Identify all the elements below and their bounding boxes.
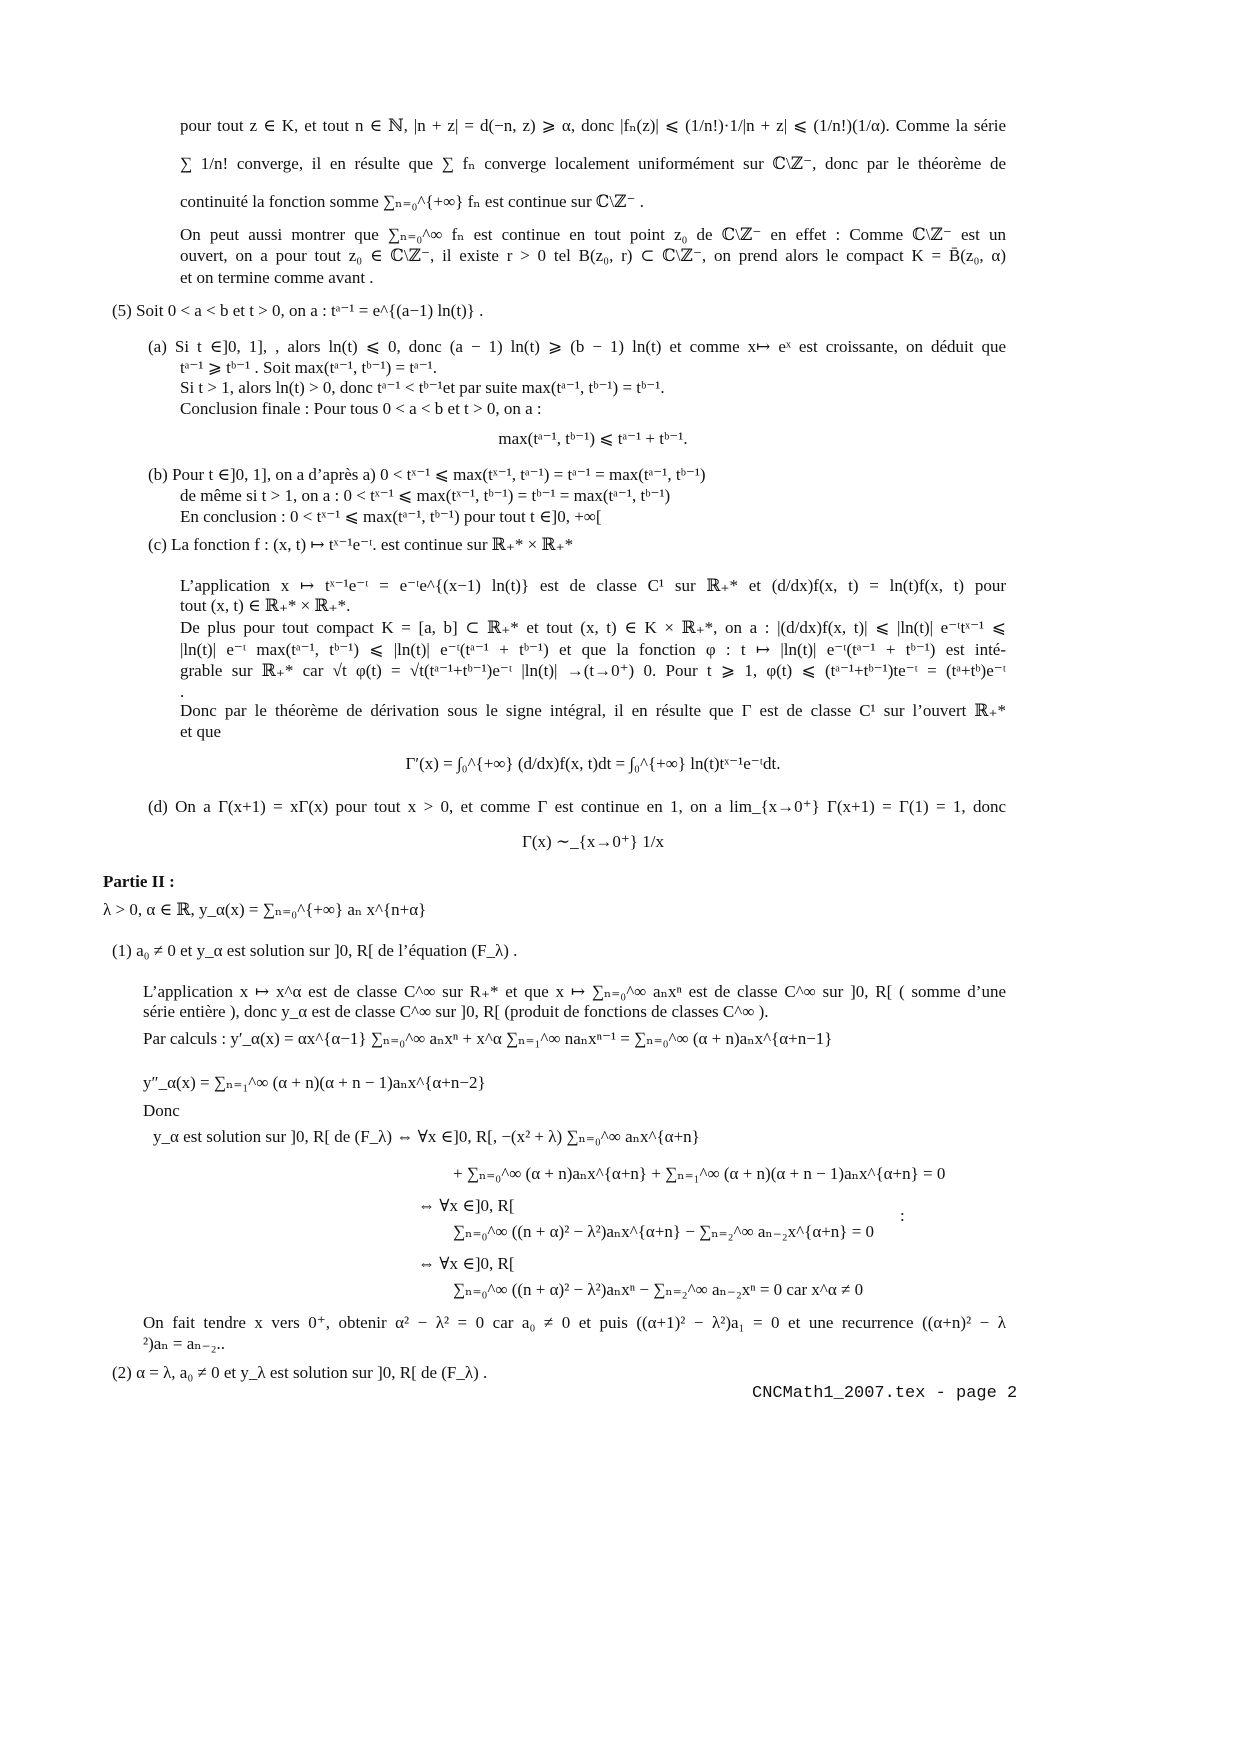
- q4-text-line-3: continuité la fonction somme ∑ₙ₌₀^{+∞} fₙ est continue sur ℂ\ℤ⁻ .: [180, 192, 644, 211]
- part2-heading: Partie II :: [103, 872, 175, 891]
- q4-text-line-4: On peut aussi montrer que ∑ₙ₌₀^∞ fₙ est continue en tout point z₀ de ℂ\ℤ⁻ en effet : Comme ℂ\ℤ⁻ est un: [180, 225, 1006, 244]
- q5b-line-3: En conclusion : 0 < tˣ⁻¹ ⩽ max(tᵃ⁻¹, tᵇ⁻¹) pour tout t ∈]0, +∞[: [180, 507, 602, 526]
- q5c-line-2: L’application x ↦ tˣ⁻¹e⁻ᵗ = e⁻ᵗe^{(x−1) ln(t)} est de classe C¹ sur ℝ₊* et (d/dx)f(x, t) = ln(t)f(x, t) pour: [180, 576, 1006, 595]
- q5c-line-6: grable sur ℝ₊* car √t φ(t) = √t(tᵃ⁻¹+tᵇ⁻¹)e⁻ᵗ |ln(t)| →(t→0⁺) 0. Pour t ⩾ 1, φ(t) ⩽ (tᵃ⁻¹+tᵇ⁻¹)te⁻ᵗ = (tᵃ+tᵇ)e⁻ᵗ: [180, 661, 1006, 680]
- part2-q1-line-7: ²)aₙ = aₙ₋₂..: [143, 1334, 226, 1353]
- part2-definition: λ > 0, α ∈ ℝ, y_α(x) = ∑ₙ₌₀^{+∞} aₙ x^{n+α}: [103, 900, 427, 919]
- part2-q1-equiv-2a: ⇔ ∀x ∈]0, R[: [418, 1196, 515, 1215]
- part2-q1-equiv-3b: ∑ₙ₌₀^∞ ((n + α)² − λ²)aₙxⁿ − ∑ₙ₌₂^∞ aₙ₋₂xⁿ = 0 car x^α ≠ 0: [453, 1280, 864, 1299]
- part2-q1-equiv-3a: ⇔ ∀x ∈]0, R[: [418, 1254, 515, 1273]
- page-footer: CNCMath1_2007.tex - page 2: [752, 1384, 1018, 1403]
- part2-q1-equiv-1b: + ∑ₙ₌₀^∞ (α + n)aₙx^{α+n} + ∑ₙ₌₁^∞ (α + n)(α + n − 1)aₙx^{α+n} = 0: [453, 1164, 946, 1183]
- q5c-line-4: De plus pour tout compact K = [a, b] ⊂ ℝ₊* et tout (x, t) ∈ K × ℝ₊*, on a : |(d/dx)f(x, t)| ⩽ |ln(t)| e⁻ᵗtˣ⁻¹ ⩽: [180, 618, 1006, 637]
- part2-q2-statement: (2) α = λ, a₀ ≠ 0 et y_λ est solution sur ]0, R[ de (F_λ) .: [112, 1363, 488, 1382]
- q5b-line-1: (b) Pour t ∈]0, 1], on a d’après a) 0 < tˣ⁻¹ ⩽ max(tˣ⁻¹, tᵃ⁻¹) = tᵃ⁻¹ = max(tᵃ⁻¹, tᵇ⁻¹): [148, 465, 706, 484]
- part2-q1-line-4: y″_α(x) = ∑ₙ₌₁^∞ (α + n)(α + n − 1)aₙx^{α+n−2}: [143, 1073, 486, 1092]
- q5c-line-7: .: [180, 682, 185, 701]
- part2-q1-equiv-1a: y_α est solution sur ]0, R[ de (F_λ) ⇔ ∀x ∈]0, R[, −(x² + λ) ∑ₙ₌₀^∞ aₙx^{α+n}: [153, 1127, 700, 1146]
- q5c-equation: Γ′(x) = ∫₀^{+∞} (d/dx)f(x, t)dt = ∫₀^{+∞} ln(t)tˣ⁻¹e⁻ᵗdt.: [405, 754, 781, 773]
- part2-q1-line-1: L’application x ↦ x^α est de classe C^∞ sur R₊* et que x ↦ ∑ₙ₌₀^∞ aₙxⁿ est de classe C^∞ sur ]0, R[ ( somme d’une: [143, 982, 1006, 1001]
- q5c-line-8: Donc par le théorème de dérivation sous le signe intégral, il en résulte que Γ est de classe C¹ sur l’ouvert ℝ₊*: [180, 701, 1006, 720]
- q5a-line-4: Conclusion finale : Pour tous 0 < a < b et t > 0, on a :: [180, 399, 542, 418]
- part2-q1-line-3: Par calculs : y′_α(x) = αx^{α−1} ∑ₙ₌₀^∞ aₙxⁿ + x^α ∑ₙ₌₁^∞ naₙxⁿ⁻¹ = ∑ₙ₌₀^∞ (α + n)aₙx^{α+n−1}: [143, 1029, 833, 1048]
- part2-q1-line-2: série entière ), donc y_α est de classe C^∞ sur ]0, R[ (produit de fonctions de classes C^∞ ).: [143, 1002, 769, 1021]
- q4-text-line-6: et on termine comme avant .: [180, 268, 374, 287]
- q5c-line-1: (c) La fonction f : (x, t) ↦ tˣ⁻¹e⁻ᵗ. est continue sur ℝ₊* × ℝ₊*: [148, 535, 574, 554]
- part2-q1-equiv-2b: ∑ₙ₌₀^∞ ((n + α)² − λ²)aₙx^{α+n} − ∑ₙ₌₂^∞ aₙ₋₂x^{α+n} = 0: [453, 1222, 875, 1241]
- q5c-line-3: tout (x, t) ∈ ℝ₊* × ℝ₊*.: [180, 596, 351, 615]
- q5d-equation: Γ(x) ∼_{x→0⁺} 1/x: [522, 832, 664, 851]
- q5b-line-2: de même si t > 1, on a : 0 < tˣ⁻¹ ⩽ max(tˣ⁻¹, tᵇ⁻¹) = tᵇ⁻¹ = max(tᵃ⁻¹, tᵇ⁻¹): [180, 486, 671, 505]
- q5-statement: (5) Soit 0 < a < b et t > 0, on a : tᵃ⁻¹ = e^{(a−1) ln(t)} .: [112, 301, 484, 320]
- part2-q1-line-6: On fait tendre x vers 0⁺, obtenir α² − λ² = 0 car a₀ ≠ 0 et puis ((α+1)² − λ²)a₁ = 0 et une recurrence ((α+n)² − λ: [143, 1313, 1006, 1332]
- q5c-line-5: |ln(t)| e⁻ᵗ max(tᵃ⁻¹, tᵇ⁻¹) ⩽ |ln(t)| e⁻ᵗ(tᵃ⁻¹ + tᵇ⁻¹) et que la fonction φ : t ↦ |ln(t)| e⁻ᵗ(tᵃ⁻¹ + tᵇ⁻¹) est inté-: [180, 640, 1006, 659]
- q5a-line-2: tᵃ⁻¹ ⩾ tᵇ⁻¹ . Soit max(tᵃ⁻¹, tᵇ⁻¹) = tᵃ⁻¹.: [180, 358, 438, 377]
- q5c-line-9: et que: [180, 722, 222, 741]
- q4-text-line-2: ∑ 1/n! converge, il en résulte que ∑ fₙ converge localement uniformément sur ℂ\ℤ⁻, donc par le théorème de: [180, 154, 1006, 173]
- q4-text-line-1: pour tout z ∈ K, et tout n ∈ ℕ, |n + z| = d(−n, z) ⩾ α, donc |fₙ(z)| ⩽ (1/n!)·1/|n + z| ⩽ (1/n!)(1/α). Comme la série: [180, 116, 1006, 135]
- part2-q1-colon: :: [900, 1206, 905, 1225]
- part2-q1-statement: (1) a₀ ≠ 0 et y_α est solution sur ]0, R[ de l’équation (F_λ) .: [112, 941, 518, 960]
- q5a-line-3: Si t > 1, alors ln(t) > 0, donc tᵃ⁻¹ < tᵇ⁻¹et par suite max(tᵃ⁻¹, tᵇ⁻¹) = tᵇ⁻¹.: [180, 378, 665, 397]
- q5a-equation: max(tᵃ⁻¹, tᵇ⁻¹) ⩽ tᵃ⁻¹ + tᵇ⁻¹.: [498, 429, 688, 448]
- q5a-line-1: (a) Si t ∈]0, 1], , alors ln(t) ⩽ 0, donc (a − 1) ln(t) ⩾ (b − 1) ln(t) et comme x↦ eˣ est croissante, on déduit que: [148, 337, 1006, 356]
- q4-text-line-5: ouvert, on a pour tout z₀ ∈ ℂ\ℤ⁻, il existe r > 0 tel B(z₀, r) ⊂ ℂ\ℤ⁻, on prend alors le compact K = B̄(z₀, α): [180, 246, 1006, 265]
- part2-q1-line-5: Donc: [143, 1101, 180, 1120]
- q5d-line-1: (d) On a Γ(x+1) = xΓ(x) pour tout x > 0, et comme Γ est continue en 1, on a lim_{x→0⁺} Γ(x+1) = Γ(1) = 1, donc: [148, 797, 1006, 816]
